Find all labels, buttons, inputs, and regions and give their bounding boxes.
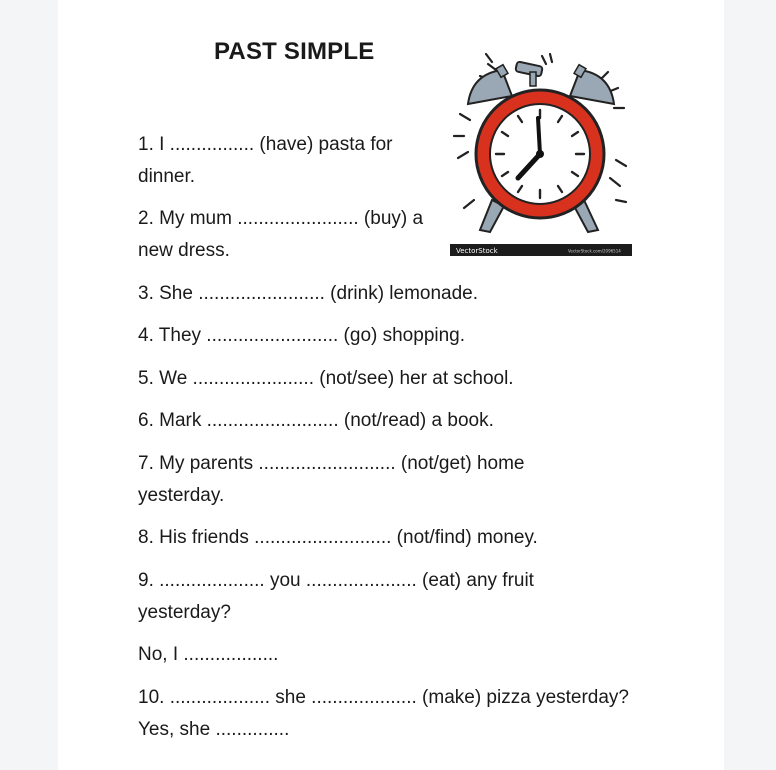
watermark-small-text: VectorStock.com/2096514 (568, 248, 621, 254)
exercise-line-7b: yesterday. (138, 485, 225, 506)
exercise-line-7a: 7. My parents .......................... (not/get) home (138, 453, 525, 474)
exercise-line-9a: 9. .................... you ..................... (eat) any fruit (138, 570, 534, 591)
watermark-text: VectorStock (456, 247, 498, 255)
exercise-line-1a: 1. I ................ (have) pasta for (138, 134, 393, 155)
exercise-line-10b: Yes, she .............. (138, 719, 290, 740)
alarm-clock-image (450, 50, 632, 256)
exercise-line-6: 6. Mark ......................... (not/read) a book. (138, 410, 494, 431)
exercise-line-4: 4. They ......................... (go) shopping. (138, 325, 466, 346)
exercise-line-10a: 10. ................... she .................... (make) pizza yesterday? (138, 687, 630, 708)
exercise-line-5: 5. We ....................... (not/see) her at school. (138, 368, 514, 389)
exercise-line-1b: dinner. (138, 166, 196, 187)
exercise-line-8: 8. His friends .......................... (not/find) money. (138, 527, 538, 548)
alarm-clock-icon (450, 50, 632, 256)
exercise-line-3: 3. She ........................ (drink) lemonade. (138, 283, 479, 304)
exercise-line-9c: No, I .................. (138, 644, 279, 665)
exercise-line-2a: 2. My mum ....................... (buy) a (138, 208, 424, 229)
page-title: PAST SIMPLE (214, 38, 375, 65)
exercise-line-9b: yesterday? (138, 602, 231, 623)
exercise-line-2b: new dress. (138, 240, 230, 261)
